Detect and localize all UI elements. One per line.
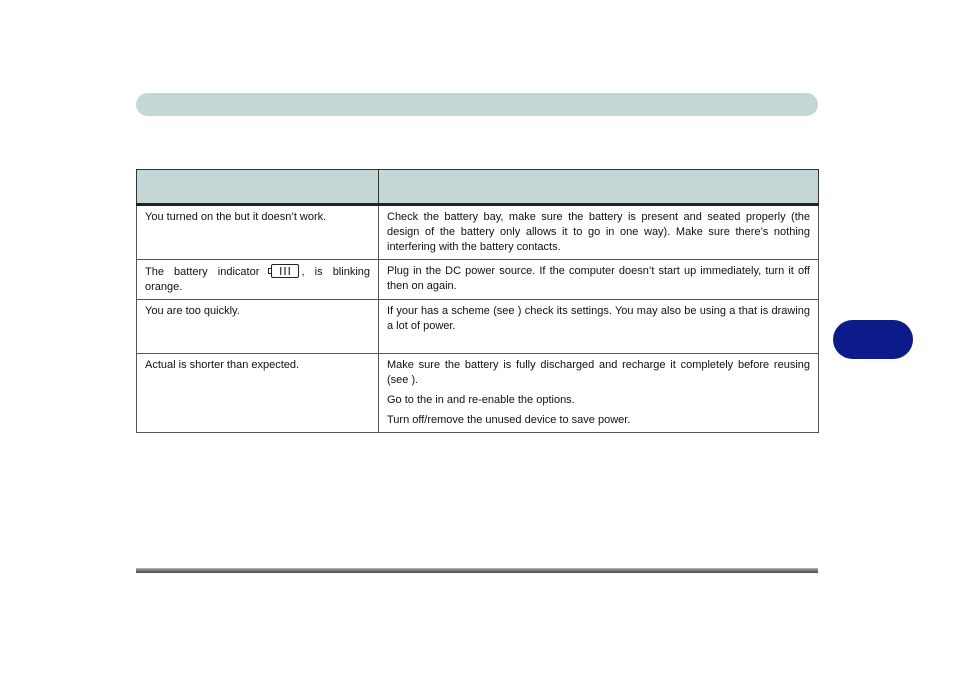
table-row [137, 260, 819, 300]
solution-cell: Plug in the DC power source. If the computer doesn’t start up immediately, turn it off then on again. [379, 260, 819, 300]
table-header-row [137, 170, 819, 205]
problem-cell: You are too quickly. [137, 300, 379, 354]
solution-cell: If your has a scheme (see ) check its settings. You may also be using a that is drawing a lot of power. [379, 300, 819, 354]
solution-cell: Check the battery bay, make sure the battery is present and seated properly (the design of the battery only allows it to go in one way). Make sure there’s nothing interfering with the battery contacts. [379, 205, 819, 260]
header-bar [136, 93, 818, 116]
battery-icon [271, 264, 299, 278]
table-header-solution [379, 170, 819, 205]
solution-cell: Make sure the battery is fully discharged and recharge it completely before reusing (see ). Go to the in and re-enable the options. Turn off/remove the unused device to save power. [379, 354, 819, 433]
problem-cell: Actual is shorter than expected. [137, 354, 379, 433]
table-row [137, 354, 819, 433]
troubleshooting-table [136, 169, 819, 433]
problem-cell: You turned on the but it doesn’t work. [137, 205, 379, 260]
problem-cell: The battery indicator III , is blinking orange. [137, 260, 379, 300]
chapter-tab [833, 320, 913, 359]
table-row [137, 300, 819, 354]
footer-rule [136, 568, 818, 573]
table-row [137, 205, 819, 260]
table-header-problem [137, 170, 379, 205]
